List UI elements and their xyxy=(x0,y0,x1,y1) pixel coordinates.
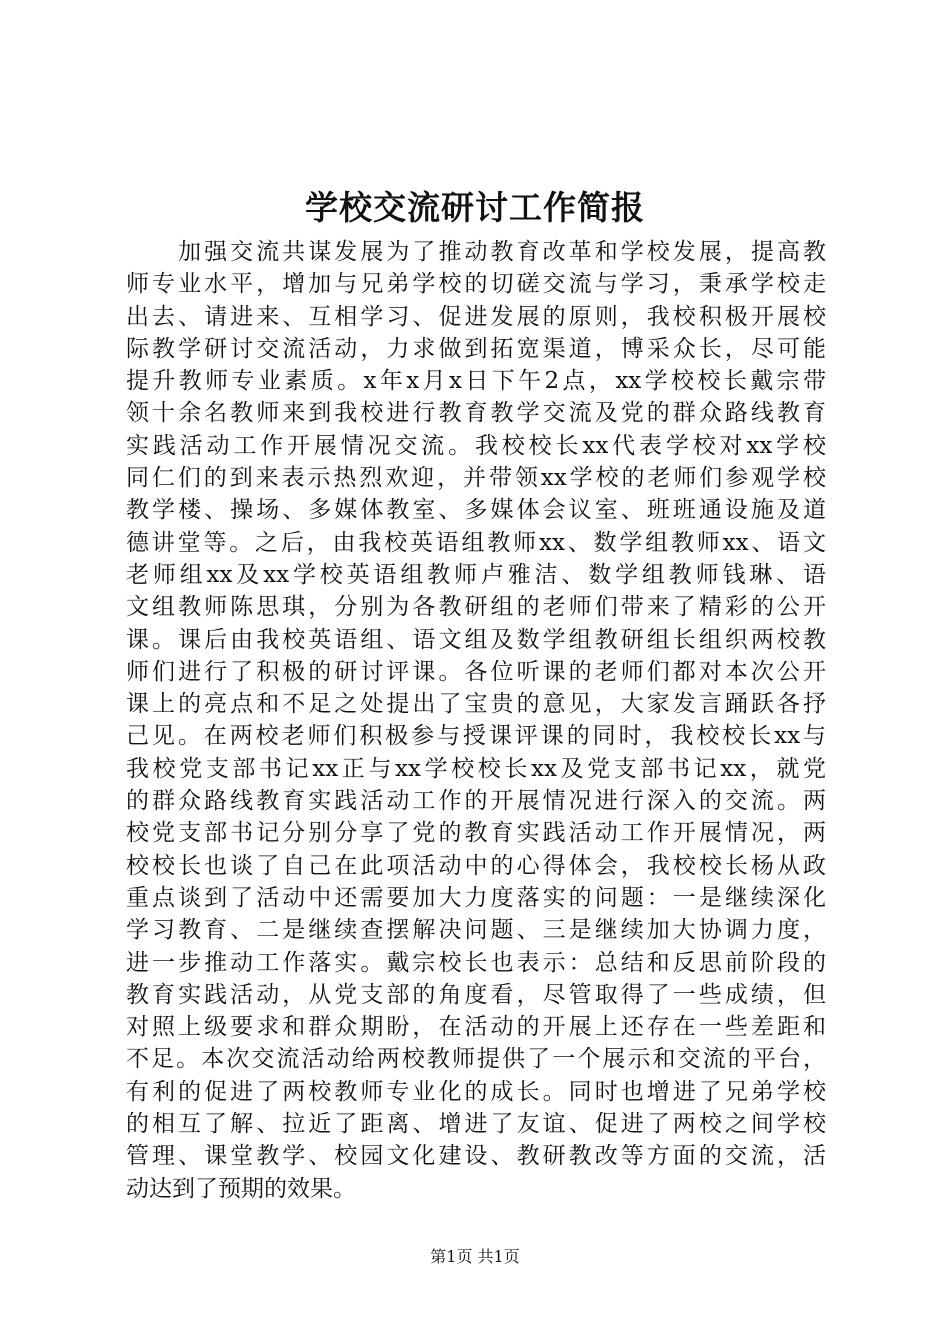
body-line: 校党支部书记分别分享了党的教育实践活动工作开展情况，两 xyxy=(126,820,826,847)
body-line: 老师组xx及xx学校英语组教师卢雅洁、数学组教师钱琳、语 xyxy=(126,561,826,588)
body-line: 德讲堂等。之后，由我校英语组教师xx、数学组教师xx、语文 xyxy=(126,529,826,556)
document-title: 学校交流研讨工作简报 xyxy=(305,188,645,227)
body-line: 己见。在两校老师们积极参与授课评课的同时，我校校长xx与 xyxy=(126,723,826,750)
body-line: 出去、请进来、互相学习、促进发展的原则，我校积极开展校 xyxy=(126,303,826,330)
body-line: 我校党支部书记xx正与xx学校校长xx及党支部书记xx，就党 xyxy=(126,755,826,782)
body-line: 同仁们的到来表示热烈欢迎，并带领xx学校的老师们参观学校 xyxy=(126,465,826,492)
body-line: 管理、课堂教学、校园文化建设、教研教改等方面的交流，活 xyxy=(126,1143,826,1170)
body-line: 的群众路线教育实践活动工作的开展情况进行深入的交流。两 xyxy=(126,788,826,815)
body-line: 教育实践活动，从党支部的角度看，尽管取得了一些成绩，但 xyxy=(126,981,826,1008)
body-line: 的相互了解、拉近了距离、增进了友谊、促进了两校之间学校 xyxy=(126,1111,826,1138)
body-line: 重点谈到了活动中还需要加大力度落实的问题：一是继续深化 xyxy=(126,884,826,911)
body-line: 加强交流共谋发展为了推动教育改革和学校发展，提高教 xyxy=(126,239,826,265)
body-line: 提升教师专业素质。x年x月x日下午2点，xx学校校长戴宗带 xyxy=(126,368,826,395)
body-line: 学习教育、二是继续查摆解决问题、三是继续加大协调力度， xyxy=(126,917,826,944)
page-footer xyxy=(0,1245,950,1269)
body-line: 教学楼、操场、多媒体教室、多媒体会议室、班班通设施及道 xyxy=(126,497,826,524)
body-line: 文组教师陈思琪，分别为各教研组的老师们带来了精彩的公开 xyxy=(126,594,826,621)
body-line: 有利的促进了两校教师专业化的成长。同时也增进了兄弟学校 xyxy=(126,1078,826,1105)
body-line: 对照上级要求和群众期盼，在活动的开展上还存在一些差距和 xyxy=(126,1014,826,1041)
body-line: 师们进行了积极的研讨评课。各位听课的老师们都对本次公开 xyxy=(126,658,826,685)
page-number: 第1页 共1页 xyxy=(430,1247,520,1266)
body-line: 不足。本次交流活动给两校教师提供了一个展示和交流的平台， xyxy=(126,1046,826,1073)
body-line: 校校长也谈了自己在此项活动中的心得体会，我校校长杨从政 xyxy=(126,852,826,879)
body-line: 课。课后由我校英语组、语文组及数学组教研组长组织两校教 xyxy=(126,626,826,653)
document-body xyxy=(126,236,826,1205)
body-line: 师专业水平，增加与兄弟学校的切磋交流与学习，秉承学校走 xyxy=(126,271,826,298)
body-line: 领十余名教师来到我校进行教育教学交流及党的群众路线教育 xyxy=(126,400,826,427)
body-line: 课上的亮点和不足之处提出了宝贵的意见，大家发言踊跃各抒 xyxy=(126,691,826,718)
body-line: 际教学研讨交流活动，力求做到拓宽渠道，博采众长，尽可能 xyxy=(126,335,826,362)
body-line: 实践活动工作开展情况交流。我校校长xx代表学校对xx学校 xyxy=(126,432,826,459)
body-line: 动达到了预期的效果。 xyxy=(126,1175,356,1202)
body-line: 进一步推动工作落实。戴宗校长也表示：总结和反思前阶段的 xyxy=(126,949,826,976)
